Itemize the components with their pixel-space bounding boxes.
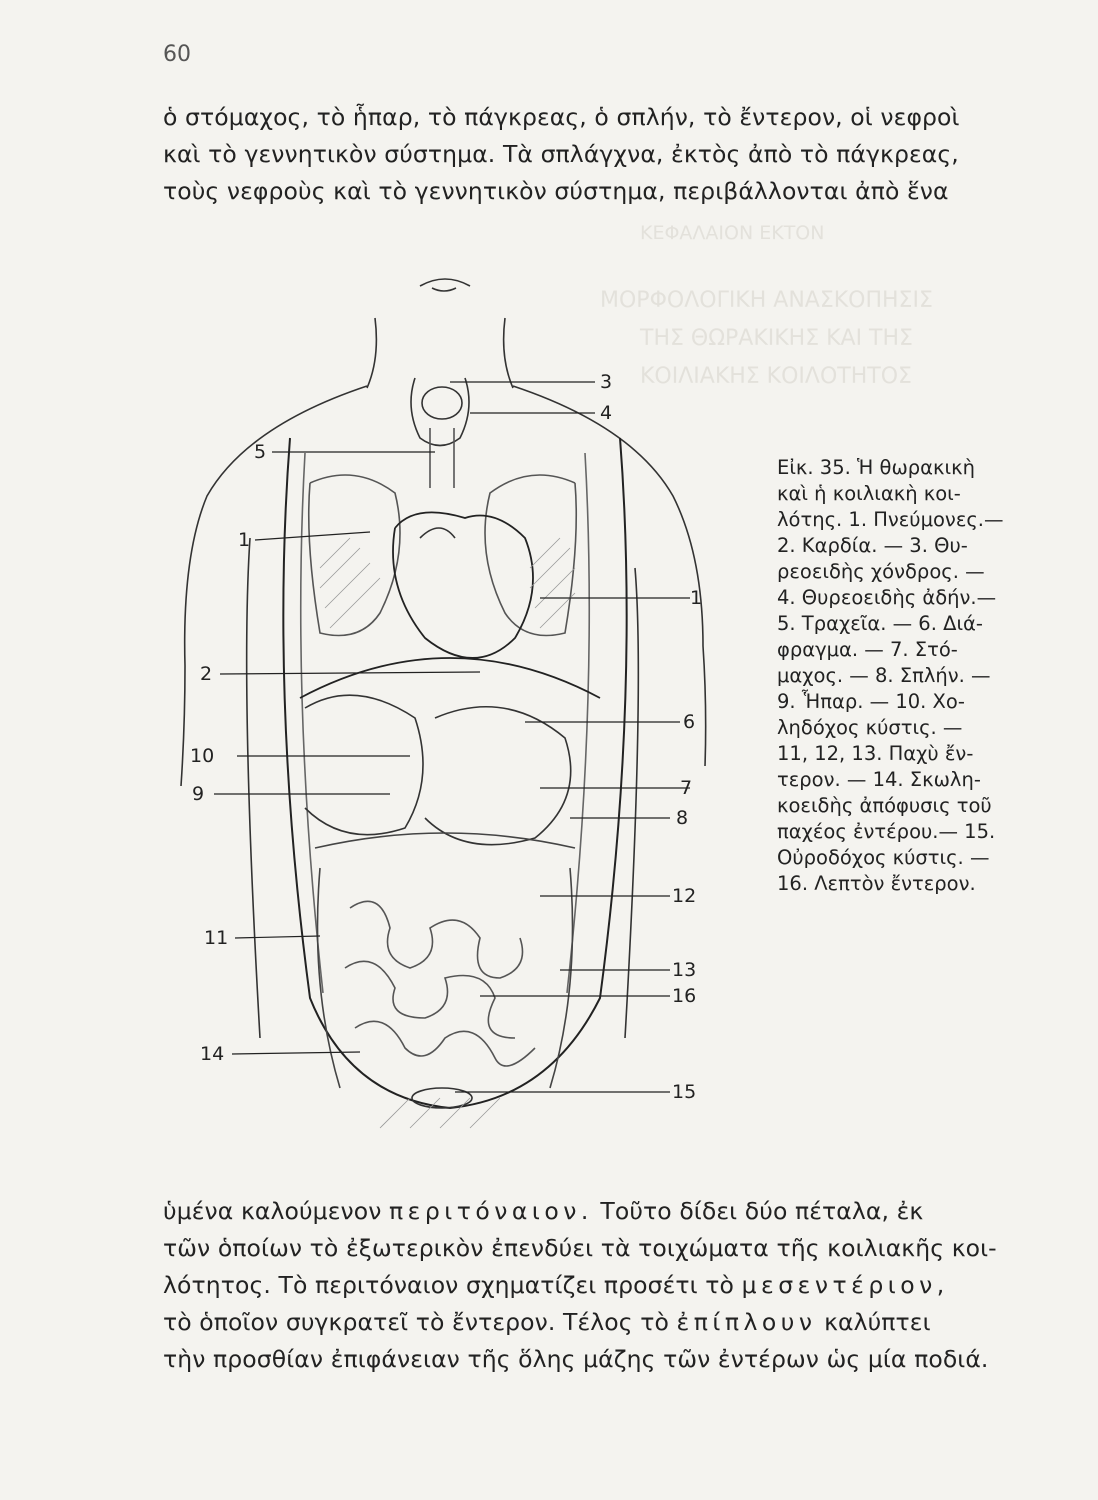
caption-line: Οὐροδόχος κύστις. —: [777, 846, 990, 869]
caption-line: παχέος ἐντέρου.— 15.: [777, 820, 996, 843]
bleed-through-line: ΚΟΙΛΙΑΚΗΣ ΚΟΙΛΟΤΗΤΟΣ: [640, 364, 912, 389]
paragraph-top-line: ὁ στόμαχος, τὸ ἧπαρ, τὸ πάγκρεας, ὁ σπλήν, τὸ ἔντερον, οἱ νεφροὶ: [163, 103, 960, 131]
caption-line: Εἰκ. 35. Ἡ θωρακικὴ: [777, 456, 975, 479]
callout-12: 12: [672, 885, 697, 907]
paragraph-bottom-line: [163, 1271, 949, 1299]
text-run: καλύπτει: [824, 1308, 931, 1336]
paragraph-bottom-line: τὴν προσθίαν ἐπιφάνειαν τῆς ὅλης μάζης τῶν ἐντέρων ὡς μία ποδιά.: [163, 1345, 989, 1373]
paragraph-top-line: καὶ τὸ γεννητικὸν σύστημα. Τὰ σπλάγχνα, ἐκτὸς ἀπὸ τὸ πάγκρεας,: [163, 140, 959, 168]
callout-3: 3: [600, 371, 613, 393]
caption-line: 2. Καρδία. — 3. Θυ-: [777, 534, 968, 557]
caption-line: φραγμα. — 7. Στό-: [777, 638, 958, 661]
paragraph-bottom-line: [163, 1308, 931, 1336]
caption-line: 5. Τραχεῖα. — 6. Διά-: [777, 612, 983, 635]
callout-1-left: 1: [238, 529, 251, 551]
text-run: λότητος. Τὸ περιτόναιον σχηματίζει προσέτι τὸ: [163, 1271, 735, 1299]
callout-6: 6: [683, 711, 696, 733]
caption-line: 4. Θυρεοειδὴς ἀδήν.—: [777, 586, 997, 609]
caption-line: 9. Ἧπαρ. — 10. Χο-: [777, 690, 965, 713]
caption-line: ληδόχος κύστις. —: [777, 716, 963, 739]
term-epiploun: ἐπίπλουν: [676, 1308, 817, 1336]
term-mesenterion: μεσεντέριον,: [741, 1271, 949, 1299]
torso-illustration: [180, 268, 740, 1188]
leader-line-11: [235, 936, 320, 938]
callout-10: 10: [190, 745, 215, 767]
leader-line-2: [220, 672, 480, 674]
callout-11: 11: [204, 927, 229, 949]
text-run: ὑμένα καλούμενον: [163, 1197, 382, 1225]
callout-8: 8: [676, 807, 689, 829]
term-peritonaion: περιτόναιον.: [389, 1197, 593, 1225]
callout-7: 7: [680, 777, 693, 799]
caption-line: μαχος. — 8. Σπλήν. —: [777, 664, 991, 687]
callout-16: 16: [672, 985, 697, 1007]
callout-13: 13: [672, 959, 697, 981]
page-number: 60: [163, 42, 191, 67]
callout-15: 15: [672, 1081, 697, 1103]
leader-line-1-left: [255, 532, 370, 540]
caption-line: καὶ ἡ κοιλιακὴ κοι-: [777, 482, 961, 505]
callout-2: 2: [200, 663, 213, 685]
caption-line: κοειδὴς ἀπόφυσις τοῦ: [777, 794, 992, 817]
callout-14: 14: [200, 1043, 225, 1065]
bleed-through-line: ΜΟΡΦΟΛΟΓΙΚΗ ΑΝΑΣΚΟΠΗΣΙΣ: [600, 288, 933, 313]
bleed-through-line: ΚΕΦΑΛΑΙΟΝ ΕΚΤΟΝ: [640, 222, 825, 244]
callout-9: 9: [192, 783, 205, 805]
caption-line: 11, 12, 13. Παχὺ ἔν-: [777, 742, 974, 765]
callout-4: 4: [600, 402, 613, 424]
figure-caption: [777, 455, 1007, 897]
caption-line: ρεοειδὴς χόνδρος. —: [777, 560, 985, 583]
callout-5: 5: [254, 441, 267, 463]
text-run: Τοῦτο δίδει δύο πέταλα, ἐκ: [600, 1197, 924, 1225]
paragraph-top-line: τοὺς νεφροὺς καὶ τὸ γεννητικὸν σύστημα, περιβάλλονται ἀπὸ ἕνα: [163, 177, 949, 205]
text-run: τὸ ὁποῖον συγκρατεῖ τὸ ἔντερον. Τέλος τὸ: [163, 1308, 669, 1336]
anatomy-figure: [180, 268, 740, 1188]
paragraph-bottom-line: [163, 1197, 923, 1225]
callout-1-right: 1: [690, 587, 703, 609]
caption-line: τερον. — 14. Σκωλη-: [777, 768, 981, 791]
caption-line: λότης. 1. Πνεύμονες.—: [777, 508, 1004, 531]
bleed-through-line: ΤΗΣ ΘΩΡΑΚΙΚΗΣ ΚΑΙ ΤΗΣ: [640, 326, 913, 351]
caption-line: 16. Λεπτὸν ἔντερον.: [777, 872, 976, 895]
paragraph-bottom-line: τῶν ὁποίων τὸ ἐξωτερικὸν ἐπενδύει τὰ τοιχώματα τῆς κοιλιακῆς κοι-: [163, 1234, 997, 1262]
